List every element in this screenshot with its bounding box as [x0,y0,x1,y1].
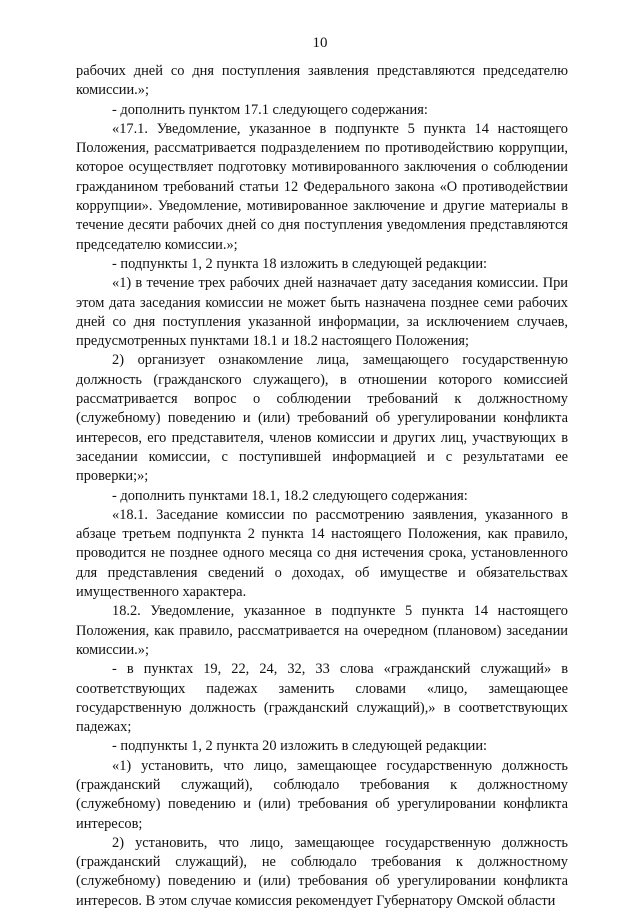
paragraph-10: - в пунктах 19, 22, 24, 32, 33 слова «гражданский служащий» в соответствующих падежах заменить словами «лицо, замещающее государственную должность (гражданский служащий),» в соответствующих падежах; [76,661,568,736]
paragraph-12: «1) установить, что лицо, замещающее государственную должность (гражданский служащий), соблюдало требования к должностному (служебному) поведению и (или) требования об урегулировании конфликта интересов; [76,757,568,832]
paragraph-6: 2) организует ознакомление лица, замещающего государственную должность (гражданского служащего), в отношении которого комиссией рассматривается вопрос о соблюдении требований к должностному (служебному) поведению и (или) требований об урегулировании конфликта интересов, его представителя, членов комиссии и других лиц, участвующих в заседании комиссии, с поступившей информацией и с результатами ее проверки;»; [76,352,568,485]
paragraph-3: «17.1. Уведомление, указанное в подпункте 5 пункта 14 настоящего Положения, рассматривается подразделением по противодействию коррупции, которое осуществляет подготовку мотивированного заключения о соблюдении гражданином требований статьи 12 Федерального закона «О противодействии коррупции». Уведомление, мотивированное заключение и другие материалы в течение десяти рабочих дней со дня поступления уведомления представляются председателю комиссии.»; [76,120,568,253]
document-body [76,62,568,911]
paragraph-7: - дополнить пунктами 18.1, 18.2 следующего содержания: [112,487,468,504]
paragraph-1: рабочих дней со дня поступления заявления представляются председателю комиссии.»; [76,63,568,99]
paragraph-13: 2) установить, что лицо, замещающее государственную должность (гражданский служащий), не соблюдало требования к должностному (служебному) поведению и (или) требования об урегулировании конфликта интересов. В этом случае комиссия рекомендует Губернатору Омской области [76,834,568,909]
paragraph-11: - подпункты 1, 2 пункта 20 изложить в следующей редакции: [112,738,488,755]
paragraph-4: - подпункты 1, 2 пункта 18 изложить в следующей редакции: [112,255,488,272]
paragraph-9: 18.2. Уведомление, указанное в подпункте 5 пункта 14 настоящего Положения, как правило, рассматривается на очередном (плановом) заседании комиссии.»; [76,603,568,658]
paragraph-5: «1) в течение трех рабочих дней назначает дату заседания комиссии. При этом дата заседания комиссии не может быть назначена позднее семи рабочих дней со дня поступления указанной информации, за исключением случаев, предусмотренных пунктами 18.1 и 18.2 настоящего Положения; [76,275,568,350]
page-number: 10 [312,35,328,51]
paragraph-2: - дополнить пунктом 17.1 следующего содержания: [112,101,428,118]
paragraph-8: «18.1. Заседание комиссии по рассмотрению заявления, указанного в абзаце третьем подпункта 2 пункта 14 настоящего Положения, как правило, проводится не позднее одного месяца со дня истечения срока, установленного для представления сведений о доходах, об имуществе и обязательствах имущественного характера. [76,506,568,601]
